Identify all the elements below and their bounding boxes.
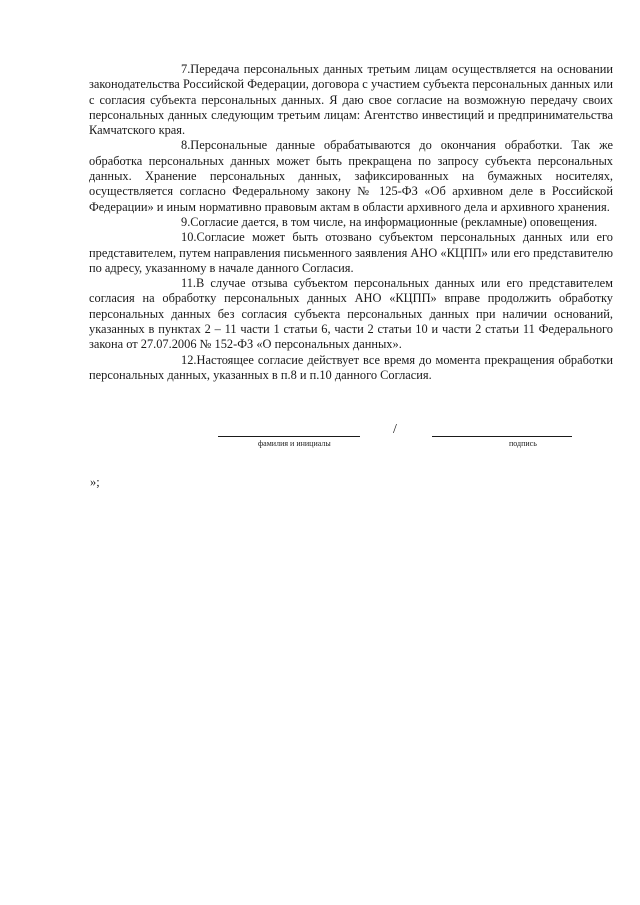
paragraph-text: Передача персональных данных третьим лицам осуществляется на основании законодательства Российской Федерации, договора с участием субъекта персональных данных или с согласия субъекта персональных данных. Я даю свое согласие на возможную передачу своих персональных данных следующим третьим лицам: Агентство инвестиций и предпринимательства Камчатского края. xyxy=(89,62,613,138)
paragraph-number: 11. xyxy=(181,276,197,291)
name-blank-line xyxy=(218,436,360,437)
paragraph-7 xyxy=(89,62,613,138)
paragraph-text: Согласие может быть отозвано субъектом персональных данных или его представителем, путем направления письменного заявления АНО «КЦПП» или его представителю по адресу, указанному в начале данного Согласия. xyxy=(89,230,613,275)
paragraph-number: 12. xyxy=(181,352,197,367)
signature-block xyxy=(0,422,640,456)
paragraph-number: 7. xyxy=(181,62,191,76)
signature-caption: подпись xyxy=(509,439,537,448)
paragraph-number: 9. xyxy=(181,214,191,229)
signature-blank-line xyxy=(432,436,572,437)
paragraph-text: Согласие дается, в том числе, на информационные (рекламные) оповещения. xyxy=(190,214,598,229)
paragraph-number: 10. xyxy=(181,230,197,245)
paragraph-9 xyxy=(89,215,613,230)
paragraph-text: Настоящее согласие действует все время до момента прекращения обработки персональных данных, указанных в п.8 и п.10 данного Согласия. xyxy=(89,352,613,382)
paragraph-8 xyxy=(89,138,613,214)
paragraph-10 xyxy=(89,230,613,276)
name-caption: фамилия и инициалы xyxy=(258,439,331,448)
closing-mark: »; xyxy=(90,475,100,489)
paragraph-number: 8. xyxy=(181,138,191,153)
paragraph-12 xyxy=(89,353,613,384)
signature-separator: / xyxy=(393,422,397,437)
paragraph-text: Персональные данные обрабатываются до окончания обработки. Так же обработка персональных данных может быть прекращена по запросу субъекта персональных данных. Хранение персональных данных, зафиксированных на бумажных носителях, осуществляется согласно Федеральному закону № 125-ФЗ «Об архивном деле в Российской Федерации» и иным нормативно правовым актам в области архивного дела и архивного хранения. xyxy=(89,138,613,214)
paragraph-text: В случае отзыва субъектом персональных данных или его представителем согласия на обработку персональных данных АНО «КЦПП» вправе продолжить обработку персональных данных без согласия субъекта персональных данных при наличии оснований, указанных в пунктах 2 – 11 части 1 статьи 6, части 2 статьи 10 и части 2 статьи 11 Федерального закона от 27.07.2006 № 152-ФЗ «О персональных данных». xyxy=(89,276,613,352)
document-body xyxy=(89,62,613,383)
paragraph-11 xyxy=(89,276,613,352)
